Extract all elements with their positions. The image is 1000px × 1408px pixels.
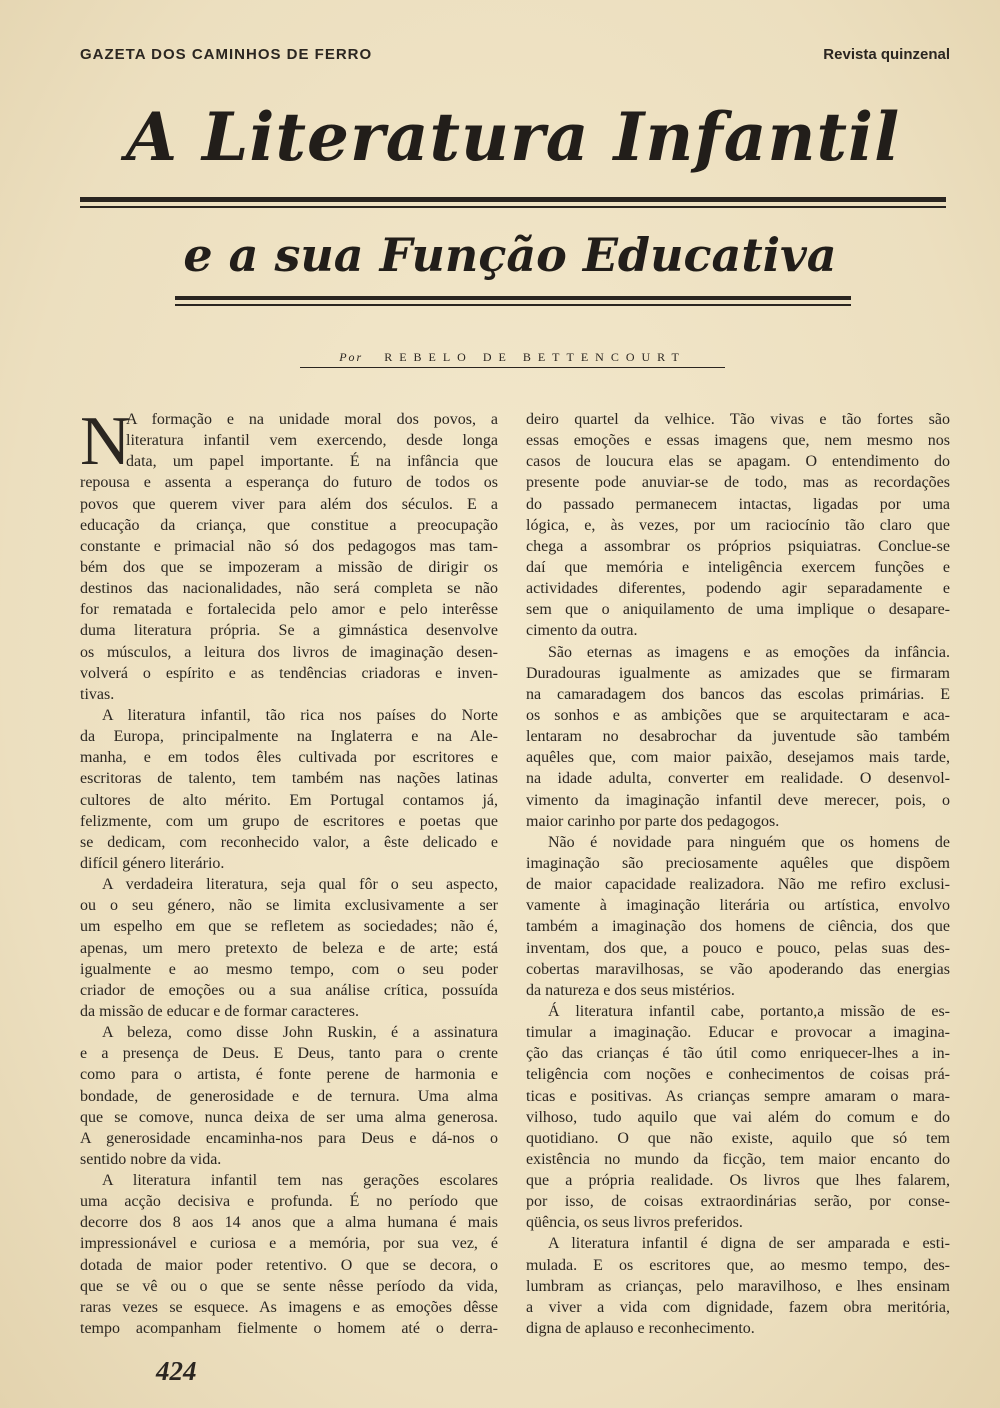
text-line: constante e primacial não só dos pedagogos mas tam- xyxy=(80,537,498,555)
text-line: data, um papel importante. É na infância que xyxy=(126,453,498,471)
text-line: casos de loucura elas se apagam. O entendimento do xyxy=(526,453,950,471)
text-line: quotidiano. O que não existe, aquilo que só tem xyxy=(526,1129,950,1147)
byline xyxy=(300,350,725,368)
text-line: existência no mundo da ficção, tem maior encanto do xyxy=(526,1150,950,1168)
text-column-right xyxy=(526,409,950,1339)
subtitle-rule-thin xyxy=(175,304,851,306)
text-line: apenas, um mero pretexto de beleza e de arte; está xyxy=(80,939,498,957)
text-line: A generosidade encaminha-nos para Deus e dá-nos o xyxy=(80,1129,498,1147)
text-line: decorre dos 8 aos 14 anos que a alma humana é mais xyxy=(80,1214,498,1232)
text-line: for rematada e fortalecida pelo amor e pelo interêsse xyxy=(80,601,498,619)
text-line: repousa e assenta a esperança do futuro de todos os xyxy=(80,474,498,492)
text-line: essas emoções e essas imagens que, nem mesmo nos xyxy=(526,432,950,450)
text-line: ou o seu género, não se limita exclusivamente a ser xyxy=(80,897,498,915)
page-number: 424 xyxy=(156,1356,197,1386)
text-line: A verdadeira literatura, seja qual fôr o seu aspecto, xyxy=(102,876,498,894)
text-line: manha, e em todos êles cultivada por escritores e xyxy=(80,749,498,767)
text-line: Não é novidade para ninguém que os homens de xyxy=(548,833,950,851)
text-line: como para o artista, é fonte perene de harmonia e xyxy=(80,1066,498,1084)
text-line: vamente à imaginação literária ou artística, envolvo xyxy=(526,897,950,915)
text-line: tempo acompanham fielmente o homem até o derra- xyxy=(80,1320,498,1338)
text-line: na idade adulta, converter em realidade. O desenvol- xyxy=(526,770,950,788)
text-line: do passado permanecem intactas, ligadas por uma xyxy=(526,495,950,513)
text-line: Á literatura infantil cabe, portanto,a missão de es- xyxy=(548,1002,950,1020)
article-subtitle: e a sua Função Educativa xyxy=(183,228,837,282)
text-line: actividades diferentes, podendo agir separadamente e xyxy=(526,580,950,598)
text-line: cimento da outra. xyxy=(526,622,638,640)
text-line: vimento da imaginação infantil deve merecer, pois, o xyxy=(526,791,950,809)
text-line: se dedicam, com reconhecido valor, a êste delicado e xyxy=(80,833,498,851)
paragraph xyxy=(80,874,498,1022)
text-line: lentaram no desabrochar da juventude são também xyxy=(526,728,950,746)
text-line: inventam, dos que, a pouco e pouco, pelas suas des- xyxy=(526,939,950,957)
paragraph xyxy=(80,1022,498,1170)
text-line: chega a assombrar os próprios psiquiatras. Conclue-se xyxy=(526,537,950,555)
paragraph xyxy=(526,1001,950,1234)
text-line: sentido nobre da vida. xyxy=(80,1150,222,1168)
text-line: que se comove, nunca deixa de ser uma alma generosa. xyxy=(80,1108,498,1126)
text-line: de maior capacidade realizadora. Não me refiro exclusi- xyxy=(526,876,950,894)
paragraph xyxy=(526,1233,950,1339)
text-line: na camaradagem dos bancos das escolas primárias. E xyxy=(526,685,950,703)
text-line: ção das crianças é tão útil como enriquecer-lhes a in- xyxy=(526,1045,950,1063)
text-line: um espelho em que se refletem as sociedades; não é, xyxy=(80,918,498,936)
paragraph xyxy=(80,1170,498,1339)
text-line: uma acção decisiva e profunda. É no período que xyxy=(80,1193,498,1211)
text-line: qüência, os seus livros preferidos. xyxy=(526,1214,743,1232)
text-line: da natureza e dos seus mistérios. xyxy=(526,981,735,999)
text-line: lógica, e, às vezes, por um raciocínio tão claro que xyxy=(526,516,950,534)
text-line: presente pode anuviar-se de todo, mas as recordações xyxy=(526,474,950,492)
text-line: da missão de educar e de formar caracteres. xyxy=(80,1002,359,1020)
subtitle-rule-thick xyxy=(175,296,851,300)
text-line: difícil género literário. xyxy=(80,854,225,872)
text-line: A beleza, como disse John Ruskin, é a assinatura xyxy=(102,1024,498,1042)
paragraph xyxy=(526,409,950,642)
author-name: REBELO DE BETTENCOURT xyxy=(384,350,686,364)
text-line: da Europa, principalmente na Inglaterra e na Ale- xyxy=(80,728,498,746)
text-line: A formação e na unidade moral dos povos, a xyxy=(126,411,498,428)
text-line: aquêles que, com maior paixão, desejamos mais tarde, xyxy=(526,749,950,767)
text-line: A literatura infantil é digna de ser amparada e esti- xyxy=(548,1235,950,1253)
text-line: bém dos que se impozeram a missão de dirigir os xyxy=(80,558,498,576)
text-line: que se vê ou o que se sente nêsse período da vida, xyxy=(80,1277,498,1295)
text-line: São eternas as imagens e as emoções da infância. xyxy=(548,643,950,661)
text-line: A literatura infantil, tão rica nos países do Norte xyxy=(102,706,498,724)
text-line: raras vezes se esquece. As imagens e as emoções dêsse xyxy=(80,1298,498,1316)
text-line: os músculos, a leitura dos livros de imaginação desen- xyxy=(80,643,498,661)
text-line: timular a imaginação. Educar e provocar a imagina- xyxy=(526,1024,950,1042)
paragraph xyxy=(80,403,498,705)
title-rule-thick xyxy=(80,197,946,202)
paragraph xyxy=(80,705,498,874)
title-rule-thin xyxy=(80,206,946,208)
text-line: lumbram as crianças, pelo maravilhoso, e lhes ensinam xyxy=(526,1277,950,1295)
text-line: felizmente, com um grupo de escritores e poetas que xyxy=(80,812,498,830)
text-line: igualmente e ao mesmo tempo, com o seu poder xyxy=(80,960,498,978)
text-line: também a imaginação dos homens de ciência, dos que xyxy=(526,918,950,936)
text-line: deiro quartel da velhice. Tão vivas e tão fortes são xyxy=(526,411,950,428)
text-line: os sonhos e as ambições que se arquitectaram e aca- xyxy=(526,706,950,724)
text-line: vilhoso, tudo aquilo que vai além do comum e do xyxy=(526,1108,950,1126)
text-line: bondade, de generosidade e de ternura. Uma alma xyxy=(80,1087,498,1105)
text-line: educação da criança, que constitue a preocupação xyxy=(80,516,498,534)
text-line: que a própria realidade. Os livros que lhes falarem, xyxy=(526,1172,950,1190)
paragraph xyxy=(526,642,950,832)
text-line: literatura infantil vem exercendo, desde longa xyxy=(126,432,498,450)
text-line: ticas e positivas. As crianças sempre amaram o mara- xyxy=(526,1087,950,1105)
text-line: a viver a vida com dignidade, fazem obra meritória, xyxy=(526,1298,950,1316)
text-line: daí que memória e inteligência exercem funções e xyxy=(526,558,950,576)
article-title: A Literatura Infantil xyxy=(125,98,901,176)
text-line: A literatura infantil tem nas gerações escolares xyxy=(102,1172,498,1190)
text-line: destinos das nacionalidades, não será completa se não xyxy=(80,580,498,598)
text-line: tivas. xyxy=(80,685,115,703)
text-line: e a presença de Deus. E Deus, tanto para o crente xyxy=(80,1045,498,1063)
text-line: povos que querem viver para além dos séculos. E a xyxy=(80,495,498,513)
text-line: volverá o espírito e as tendências criadoras e inven- xyxy=(80,664,498,682)
text-line: cultores de alto mérito. Em Portugal contamos já, xyxy=(80,791,498,809)
text-line: digna de aplauso e reconhecimento. xyxy=(526,1320,755,1338)
drop-cap: N xyxy=(80,403,131,480)
text-line: cobertas maravilhosas, se vão apoderando das energias xyxy=(526,960,950,978)
paragraph xyxy=(526,832,950,1001)
text-line: escritoras de talento, tem também nas nações latinas xyxy=(80,770,498,788)
text-line: por isso, de coisas extraordinárias serão, por conse- xyxy=(526,1193,950,1211)
publication-name: GAZETA DOS CAMINHOS DE FERRO xyxy=(80,46,373,63)
text-line: criador de emoções ou a sua análise crítica, possuída xyxy=(80,981,498,999)
text-line: impressionável e curiosa e a memória, por sua vez, é xyxy=(80,1235,498,1253)
text-line: maior carinho por parte dos pedagogos. xyxy=(526,812,780,830)
text-line: dotada de maior poder retentivo. O que se decora, o xyxy=(80,1256,498,1274)
byline-prefix: Por xyxy=(339,350,364,364)
text-line: duma literatura própria. Se a gimnástica desenvolve xyxy=(80,622,498,640)
text-line: Duradouras igualmente as amizades que se firmaram xyxy=(526,664,950,682)
text-line: teligência com noções e conhecimentos de coisas prá- xyxy=(526,1066,950,1084)
text-line: mulada. E os escritores que, ao mesmo tempo, des- xyxy=(526,1256,950,1274)
text-column-left xyxy=(80,403,498,1339)
text-line: sem que o aniquilamento de uma implique o desapare- xyxy=(526,601,950,619)
text-line: imaginação são preciosamente aquêles que dispõem xyxy=(526,854,950,872)
publication-frequency: Revista quinzenal xyxy=(823,46,950,63)
